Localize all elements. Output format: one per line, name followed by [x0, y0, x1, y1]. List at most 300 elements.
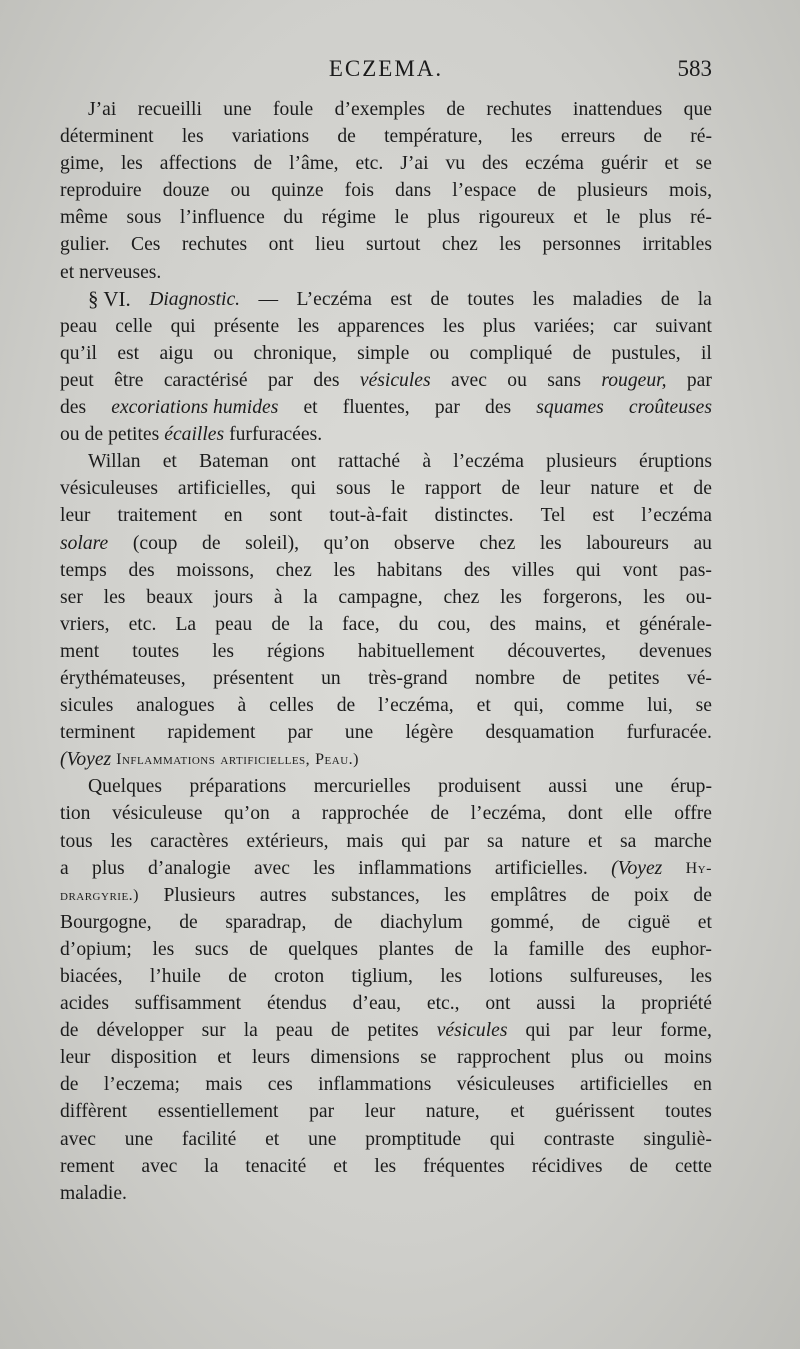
word: disposition: [110, 1047, 197, 1069]
word: de: [249, 938, 268, 960]
word: chez: [479, 532, 516, 554]
word: de: [333, 911, 353, 933]
word: car: [613, 315, 638, 337]
text-line: [60, 204, 712, 231]
word: (coup: [132, 532, 178, 554]
word: rattaché: [338, 451, 401, 473]
word: tous: [60, 830, 93, 852]
word: qui,: [513, 695, 544, 717]
text-line: [60, 909, 712, 936]
word: rement: [60, 1155, 115, 1177]
text-line: [60, 340, 712, 367]
word: découvertes,: [507, 640, 606, 662]
word: qui: [401, 830, 427, 852]
word: Inflammations: [116, 751, 216, 769]
word: sont: [269, 505, 303, 527]
word: des: [128, 559, 155, 581]
word: à: [273, 586, 283, 608]
word: la: [204, 1155, 219, 1177]
word: rapprochent: [456, 1047, 551, 1069]
word: il: [700, 342, 712, 364]
word: les: [212, 640, 234, 662]
word: toutes: [665, 1101, 712, 1123]
word: et: [217, 1047, 232, 1069]
word: beaux: [146, 586, 194, 608]
word: de: [629, 1155, 648, 1177]
word: quinze: [271, 180, 324, 202]
text-line: [60, 1180, 712, 1207]
word: ou: [213, 342, 234, 364]
word: d’opium;: [60, 938, 132, 960]
word: emplâtres: [490, 884, 567, 906]
word: de: [581, 911, 601, 933]
word: fluentes,: [342, 397, 410, 419]
word: de: [253, 153, 273, 175]
word: plus: [92, 857, 125, 879]
word: température,: [384, 126, 483, 148]
word: des: [313, 369, 340, 391]
word: celles: [269, 695, 314, 717]
word: vésicules: [359, 369, 431, 391]
word: de: [337, 126, 356, 148]
page-number: 583: [677, 56, 712, 81]
word: par: [444, 830, 470, 852]
text-line: [60, 394, 712, 421]
word: facilité: [181, 1128, 237, 1150]
word: suivant: [655, 315, 712, 337]
word: érythémateuses,: [60, 667, 186, 689]
word: les: [440, 966, 462, 987]
word: etc.,: [426, 993, 460, 1015]
word: laboureurs: [586, 532, 669, 554]
word: qu’on: [224, 803, 270, 825]
text-line: [60, 1071, 712, 1098]
word: par: [568, 1020, 594, 1042]
word: aigu: [159, 342, 194, 364]
word: tion: [60, 803, 91, 825]
word: artificielles: [580, 1074, 669, 1096]
word: l’eczéma,: [378, 695, 454, 717]
word: de: [60, 1074, 79, 1096]
word: et: [333, 1155, 348, 1177]
word: plus: [482, 315, 516, 337]
word: en: [224, 505, 243, 527]
word: et: [573, 207, 588, 229]
word: tenacité: [245, 1155, 307, 1177]
word: développer: [96, 1020, 184, 1042]
word: vont: [622, 559, 658, 581]
word: peau: [215, 613, 253, 635]
word: de: [501, 478, 520, 500]
word: rechutes: [181, 234, 248, 256]
word: les: [103, 586, 126, 608]
word: Peau.): [315, 751, 359, 769]
word: sur: [201, 1020, 226, 1042]
text-line: [60, 1044, 712, 1071]
word: plantes: [378, 938, 435, 960]
word: contraste: [543, 1128, 615, 1150]
word: sulfureuses,: [569, 966, 663, 987]
word: les: [510, 126, 533, 148]
word: essentiellement: [157, 1101, 279, 1123]
word: la: [303, 586, 318, 608]
word: celle: [115, 315, 153, 337]
text-line: [60, 611, 712, 638]
word: être: [114, 369, 144, 391]
word: vésiculeuses: [60, 478, 158, 500]
text-line: [60, 855, 712, 882]
text-line: [60, 584, 712, 611]
word: squames: [536, 397, 604, 419]
word: promptitude: [365, 1128, 462, 1150]
word: de: [228, 966, 247, 987]
word: le: [390, 478, 405, 500]
word: chronique,: [253, 342, 337, 364]
word: qui: [575, 559, 601, 581]
word: mais: [205, 1074, 243, 1096]
word: rigoureux: [478, 207, 555, 229]
word: tiglium,: [351, 966, 413, 987]
word: qu’on: [323, 532, 370, 554]
word: les: [539, 532, 562, 554]
word: maladies: [572, 288, 643, 310]
word: toutes: [132, 640, 180, 662]
text-line: [60, 530, 712, 557]
word: La: [175, 613, 197, 635]
word: produisent: [438, 776, 521, 798]
text-line: [60, 719, 712, 746]
word: artificielles.: [494, 857, 588, 879]
word: affections: [159, 153, 237, 175]
word: ou: [507, 369, 527, 391]
word: lieu: [315, 234, 345, 256]
word: générale-: [638, 613, 712, 635]
text-line: [60, 800, 712, 827]
word: vésiculeuses: [456, 1074, 555, 1096]
word: forme,: [660, 1020, 712, 1042]
word: les: [121, 153, 143, 175]
word: dans: [395, 180, 432, 202]
word: apparences: [337, 315, 425, 337]
text-line: [60, 557, 712, 584]
word: se: [420, 1047, 437, 1069]
word: par: [434, 397, 460, 419]
word: et: [60, 261, 75, 283]
word: rougeur,: [601, 369, 667, 391]
word: est: [390, 288, 413, 310]
word: pas-: [679, 559, 712, 581]
word: très-grand: [368, 667, 448, 689]
word: leur: [60, 1047, 91, 1069]
word: et: [303, 397, 318, 419]
word: croton: [274, 966, 325, 987]
word: ment: [60, 640, 100, 662]
word: des: [60, 397, 87, 419]
word: et: [265, 1128, 280, 1150]
word: rapprochée: [321, 803, 409, 825]
word: sa: [487, 830, 504, 852]
word: Plusieurs: [163, 884, 236, 906]
word: excoriations humides: [111, 397, 279, 419]
word: famille: [528, 938, 585, 960]
word: se: [695, 153, 712, 175]
word: en: [693, 1074, 712, 1096]
word: acides: [60, 993, 109, 1015]
word: etc.: [128, 613, 157, 635]
word: diachylum: [380, 911, 463, 933]
word: avec: [254, 857, 290, 879]
word: ou: [624, 1047, 644, 1069]
word: lui,: [647, 695, 673, 717]
word: l’eczéma: [641, 505, 712, 527]
word: par: [309, 1101, 335, 1123]
word: etc.: [355, 153, 384, 175]
word: les: [442, 315, 465, 337]
text-line: [60, 1098, 712, 1125]
word: eczéma: [525, 153, 584, 175]
word: plus: [427, 207, 460, 229]
word: sa: [620, 830, 637, 852]
word: cette: [674, 1155, 712, 1177]
word: les: [313, 857, 335, 879]
word: qui: [170, 315, 196, 337]
word: Diagnostic.: [149, 288, 241, 310]
word: et: [162, 451, 177, 473]
word: Tel: [540, 505, 566, 527]
word: moins: [664, 1047, 712, 1069]
word: L’eczéma: [296, 288, 372, 310]
word: la: [308, 613, 324, 635]
word: distinctes.: [434, 505, 514, 527]
word: est: [117, 342, 140, 364]
text-line: [60, 773, 712, 800]
word: l’huile: [149, 966, 201, 987]
word: singuliè-: [643, 1128, 712, 1150]
word: J’ai: [400, 153, 429, 175]
word: nature: [590, 478, 640, 500]
word: nature: [521, 830, 571, 852]
word: sicules: [60, 695, 114, 717]
text-line: [60, 828, 712, 855]
word: campagne,: [338, 586, 423, 608]
word: éruptions: [639, 451, 712, 473]
word: une: [124, 1128, 154, 1150]
word: croûteuses: [628, 397, 712, 419]
word: guérissent: [555, 1101, 635, 1123]
word: des: [485, 397, 512, 419]
word: marche: [654, 830, 712, 852]
word: villes: [511, 559, 555, 581]
word: qui: [489, 1128, 515, 1150]
word: sparadrap,: [225, 911, 307, 933]
word: traitement: [117, 505, 197, 527]
word: ou-: [685, 586, 712, 608]
word: des: [463, 559, 491, 581]
word: ont: [268, 234, 294, 256]
word: a: [60, 857, 69, 879]
word: gommé,: [490, 911, 555, 933]
word: présente: [213, 315, 280, 337]
word: temps: [60, 559, 107, 581]
word: et: [664, 153, 679, 175]
word: de: [430, 288, 449, 310]
word: la: [601, 993, 616, 1015]
word: a: [291, 803, 301, 825]
word: une: [223, 99, 252, 120]
word: et: [605, 613, 620, 635]
word: les: [444, 884, 466, 906]
word: comme: [566, 695, 625, 717]
word: mercurielles: [313, 776, 411, 798]
word: est: [592, 505, 615, 527]
word: sucs: [194, 938, 229, 960]
word: d’analogie: [148, 857, 231, 879]
word: plusieurs: [577, 180, 648, 202]
word: des: [482, 153, 509, 175]
word: ou: [230, 180, 251, 202]
word: de: [446, 99, 465, 120]
word: variations: [231, 126, 310, 148]
word: de: [693, 884, 712, 906]
word: petites: [367, 1020, 419, 1042]
word: terminent: [60, 722, 136, 744]
word: peau: [275, 1020, 313, 1042]
word: inflammations: [318, 1074, 432, 1096]
word: au: [693, 532, 712, 554]
word: même: [60, 207, 108, 229]
word: les: [532, 288, 555, 310]
word: les: [297, 315, 320, 337]
word: personnes: [542, 234, 621, 256]
word: de: [179, 911, 198, 933]
word: (Voyez: [611, 857, 663, 879]
word: préparations: [189, 776, 287, 798]
word: Willan: [88, 451, 141, 473]
text-line: [60, 665, 712, 692]
word: douze: [162, 180, 210, 202]
word: gulier.: [60, 234, 110, 256]
text-line: [60, 746, 712, 773]
word: récidives: [531, 1155, 603, 1177]
word: cou,: [437, 613, 471, 635]
word: l’espace: [452, 180, 517, 202]
word: régions: [267, 640, 325, 662]
word: de: [537, 180, 556, 202]
word: fréquentes: [423, 1155, 505, 1177]
word: poix: [634, 884, 669, 906]
word: quelques: [288, 938, 358, 960]
word: de: [336, 695, 356, 717]
word: qu’il: [60, 342, 98, 364]
word: autres: [259, 884, 307, 906]
word: ou: [429, 342, 450, 364]
word: une: [614, 776, 644, 798]
word: nature,: [425, 1101, 480, 1123]
text-line: [60, 231, 712, 258]
word: Bourgogne,: [60, 911, 152, 933]
word: plusieurs: [546, 451, 617, 473]
word: avec: [141, 1155, 178, 1177]
text-line: [60, 1126, 712, 1153]
body-text: [60, 96, 712, 1207]
text-line: [60, 123, 712, 150]
word: les: [499, 234, 522, 256]
word: artificielles,: [177, 478, 271, 500]
word: de: [430, 803, 449, 825]
word: par: [686, 369, 712, 391]
word: écailles: [164, 424, 225, 446]
word: présentent: [213, 667, 294, 689]
word: suffisamment: [134, 993, 242, 1015]
word: rechutes: [486, 99, 552, 120]
word: des: [489, 613, 516, 635]
word: habitans: [376, 559, 443, 581]
text-line: [60, 882, 712, 909]
text-line: [60, 313, 712, 340]
word: biacées,: [60, 966, 123, 987]
word: mois,: [668, 180, 712, 202]
word: par: [287, 722, 313, 744]
word: guérir: [600, 153, 648, 175]
word: Ces: [131, 234, 161, 256]
word: J’ai: [88, 99, 117, 120]
word: à: [237, 695, 247, 717]
word: variées;: [533, 315, 595, 337]
word: caractérisé: [163, 369, 248, 391]
word: et: [588, 830, 603, 852]
word: les: [500, 586, 522, 608]
word: devenues: [639, 640, 712, 662]
text-line: [60, 150, 712, 177]
word: mains,: [534, 613, 587, 635]
word: chez: [441, 234, 478, 256]
word: du: [398, 613, 419, 635]
word: chez: [275, 559, 312, 581]
word: toutes: [467, 288, 515, 310]
word: chez: [443, 586, 480, 608]
word: les: [152, 938, 175, 960]
word: gime,: [60, 153, 105, 175]
word: tout-à-fait: [329, 505, 408, 527]
word: de: [202, 532, 221, 554]
text-line: [60, 990, 712, 1017]
word: vésiculeuse: [112, 803, 203, 825]
word: offre: [674, 803, 712, 825]
word: foule: [273, 99, 314, 120]
word: qui: [290, 478, 316, 500]
word: le: [606, 207, 621, 229]
word: l’influence: [179, 207, 265, 229]
word: solare: [60, 532, 109, 554]
word: peau: [60, 315, 97, 337]
text-line: [60, 692, 712, 719]
word: ciguë: [627, 911, 671, 933]
word: compliqué: [469, 342, 553, 364]
word: leur: [60, 505, 91, 527]
word: avec: [451, 369, 487, 391]
word: artificielles,: [220, 751, 311, 769]
word: l’eczéma,: [470, 803, 547, 825]
word: les: [690, 966, 712, 987]
text-line: [60, 448, 712, 475]
word: desquamation: [485, 722, 595, 744]
word: et: [476, 695, 491, 717]
word: le: [394, 207, 409, 229]
word: ou: [60, 424, 80, 446]
word: aussi: [536, 993, 576, 1015]
word: ré-: [690, 126, 712, 148]
word: simple: [357, 342, 410, 364]
